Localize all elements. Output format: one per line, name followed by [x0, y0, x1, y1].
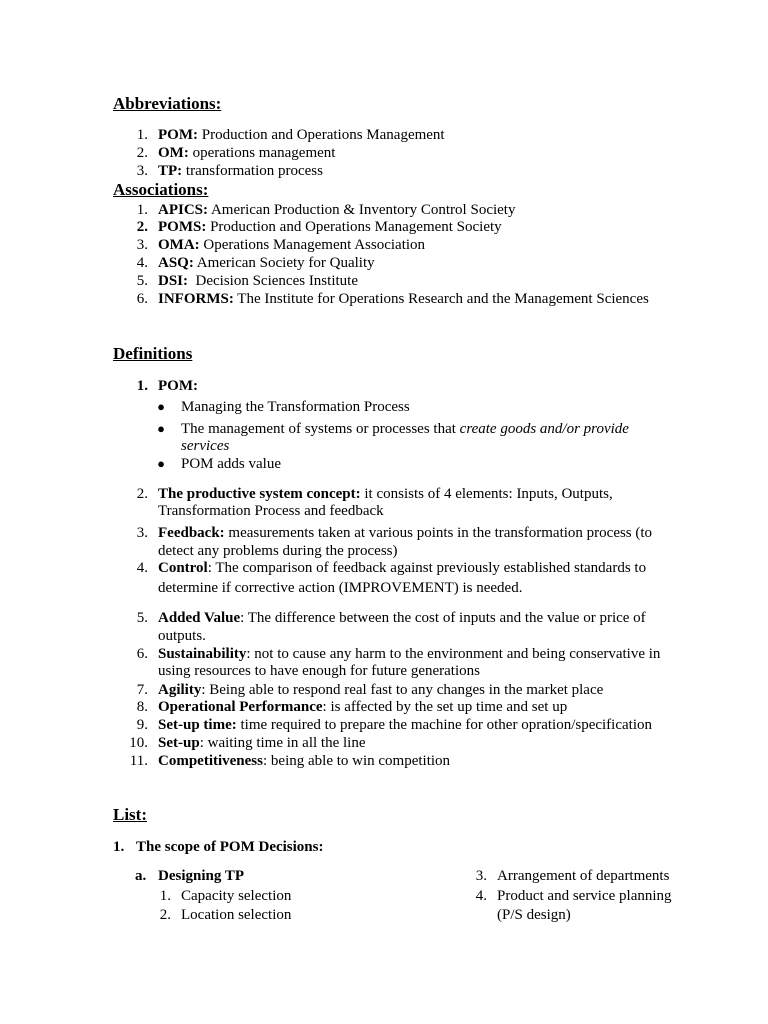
right-num-4: 4. [475, 888, 487, 904]
def-num-1: 1. [136, 378, 148, 394]
bullet-icon: ● [157, 421, 165, 436]
def-num-6: 6. [136, 646, 148, 662]
abbrev-item-3: TP: transformation process [158, 163, 323, 179]
assoc-item-5: DSI: Decision Sciences Institute [158, 273, 358, 289]
def-item-3-cont: detect any problems during the process) [158, 543, 398, 559]
associations-heading: Associations: [113, 180, 209, 199]
bullet-icon: ● [157, 399, 165, 414]
def-item-4-cont: determine if corrective action (IMPROVEMENT) is needed. [158, 580, 523, 596]
sub-title: Designing TP [158, 868, 244, 884]
def-item-5: Added Value: The difference between the cost of inputs and the value or price of [158, 610, 646, 626]
assoc-item-1: APICS: American Production & Inventory Control Society [158, 202, 516, 218]
abbrev-num-3: 3. [136, 163, 148, 179]
abbrev-item-1: POM: Production and Operations Management [158, 127, 445, 143]
sub-num: a. [135, 868, 147, 884]
def-num-4: 4. [136, 560, 148, 576]
left-num-1: 1. [159, 888, 171, 904]
def-num-5: 5. [136, 610, 148, 626]
def-item-11: Competitiveness: being able to win competition [158, 753, 451, 769]
abbrev-item-2: OM: operations management [158, 145, 336, 161]
def-num-2: 2. [136, 486, 148, 502]
left-num-2: 2. [159, 907, 171, 923]
def-item-6-cont: using resources to have enough for future generations [158, 663, 480, 679]
def-item-6: Sustainability: not to cause any harm to the environment and being conservative in [158, 646, 661, 662]
right-num-3: 3. [475, 868, 487, 884]
def-num-7: 7. [136, 682, 148, 698]
def-item-10: Set-up: waiting time in all the line [158, 735, 366, 751]
list-heading: List: [113, 805, 147, 824]
def-item-2-cont: Transformation Process and feedback [158, 503, 384, 519]
bullet-icon: ● [157, 456, 165, 471]
def-num-3: 3. [136, 525, 148, 541]
def-term-pom: POM: [158, 378, 198, 394]
pom-bullet-1: Managing the Transformation Process [181, 399, 410, 415]
def-item-3: Feedback: measurements taken at various points in the transformation process (to [158, 525, 653, 541]
pom-bullet-2-cont: services [181, 438, 230, 454]
right-item-4: Product and service planning [497, 888, 672, 904]
assoc-item-2: POMS: Production and Operations Management Society [158, 219, 502, 235]
assoc-num-6: 6. [136, 291, 148, 307]
scope-title: The scope of POM Decisions: [136, 839, 324, 855]
abbrev-num-2: 2. [136, 145, 148, 161]
def-num-8: 8. [136, 699, 148, 715]
scope-num: 1. [113, 839, 125, 855]
pom-bullet-3: POM adds value [181, 456, 281, 472]
definitions-heading: Definitions [113, 344, 193, 363]
assoc-num-4: 4. [136, 255, 148, 271]
def-item-7: Agility: Being able to respond real fast to any changes in the market place [158, 682, 604, 698]
assoc-item-4: ASQ: American Society for Quality [158, 255, 375, 271]
def-num-9: 9. [136, 717, 148, 733]
assoc-item-6: INFORMS: The Institute for Operations Research and the Management Sciences [158, 291, 649, 307]
abbreviations-heading: Abbreviations: [113, 94, 222, 113]
right-item-4-cont: (P/S design) [497, 907, 571, 923]
assoc-item-3: OMA: Operations Management Association [158, 237, 426, 253]
def-num-11: 11. [129, 753, 148, 769]
right-item-3: Arrangement of departments [497, 868, 670, 884]
abbrev-num-1: 1. [136, 127, 148, 143]
def-item-4: Control: The comparison of feedback against previously established standards to [158, 560, 647, 576]
left-item-2: Location selection [181, 907, 292, 923]
assoc-num-5: 5. [136, 273, 148, 289]
def-num-10: 10. [129, 735, 148, 751]
left-item-1: Capacity selection [181, 888, 292, 904]
def-item-5-cont: outputs. [158, 628, 206, 644]
assoc-num-2: 2. [136, 219, 148, 235]
assoc-num-1: 1. [136, 202, 148, 218]
assoc-num-3: 3. [136, 237, 148, 253]
pom-bullet-2: The management of systems or processes that create goods and/or provide [181, 421, 629, 437]
def-item-8: Operational Performance: is affected by the set up time and set up [158, 699, 568, 715]
def-item-9: Set-up time: time required to prepare the machine for other opration/specification [158, 717, 652, 733]
def-item-2: The productive system concept: it consists of 4 elements: Inputs, Outputs, [158, 486, 613, 502]
